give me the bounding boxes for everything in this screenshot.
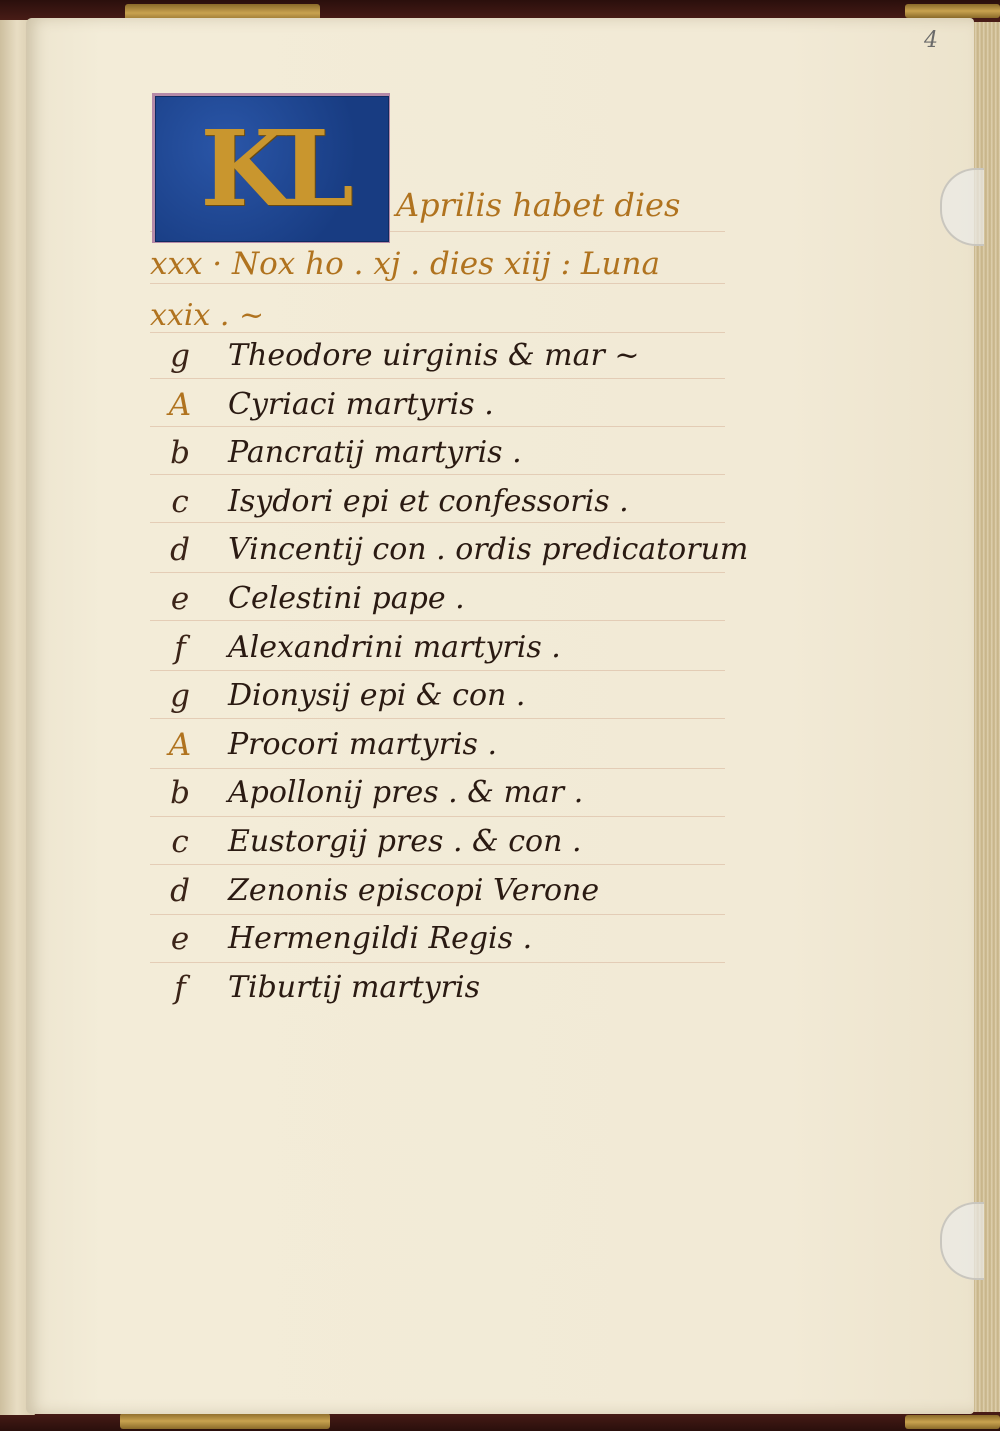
saint-name: Cyriaci martyris . [228,387,494,422]
ruling-line [150,474,725,475]
dominical-letter: c [171,484,189,520]
folio-number: 4 [924,28,938,53]
saint-name: Isydori epi et confessoris . [228,484,629,519]
ruling-line [150,426,725,427]
clasp-top-right [905,4,1000,18]
heading-line-3: xxix . ~ [150,298,265,333]
clasp-bottom-left [120,1413,330,1429]
ruling-line [150,816,725,817]
ruling-line [150,718,725,719]
saint-name: Apollonij pres . & mar . [228,775,584,810]
saint-name: Tiburtij martyris [228,970,480,1005]
dominical-letter: d [170,532,190,568]
saint-name: Hermengildi Regis . [228,921,533,956]
dominical-letter: A [168,727,192,763]
dominical-letter: e [170,921,190,957]
dominical-letter: f [174,970,186,1006]
illuminated-initial [152,93,390,243]
heading-line-2: xxx · Nox ho . xj . dies xiij : Luna [150,246,660,282]
dominical-letter: f [174,630,186,666]
dominical-letter: c [171,824,189,860]
ruling-line [150,572,725,573]
ruling-line [150,864,725,865]
saint-name: Zenonis episcopi Verone [228,873,600,908]
ruling-line [150,670,725,671]
clasp-bottom-right [905,1415,1000,1429]
saint-name: Dionysij epi & con . [228,678,526,713]
dominical-letter: g [170,678,190,714]
ruling-line [150,768,725,769]
saint-name: Alexandrini martyris . [228,630,561,665]
ruling-line [150,962,725,963]
ruling-line [150,522,725,523]
ruling-line [150,378,725,379]
saint-name: Procori martyris . [228,727,498,762]
saint-name: Eustorgij pres . & con . [228,824,582,859]
dominical-letter: e [170,581,190,617]
dominical-letter: b [170,775,190,811]
dominical-letter: A [168,387,192,423]
dominical-letter: g [170,338,190,374]
ruling-line [150,620,725,621]
heading-line-1: Aprilis habet dies [396,186,681,224]
dominical-letter: d [170,873,190,909]
ruling-line [150,283,725,284]
saint-name: Celestini pape . [228,581,465,616]
initial-letters: KL [200,107,344,230]
saint-name: Theodore uirginis & mar ~ [228,338,640,373]
ruling-line [150,914,725,915]
saint-name: Vincentij con . ordis predicatorum [228,532,749,567]
dominical-letter: b [170,435,190,471]
saint-name: Pancratij martyris . [228,435,522,470]
